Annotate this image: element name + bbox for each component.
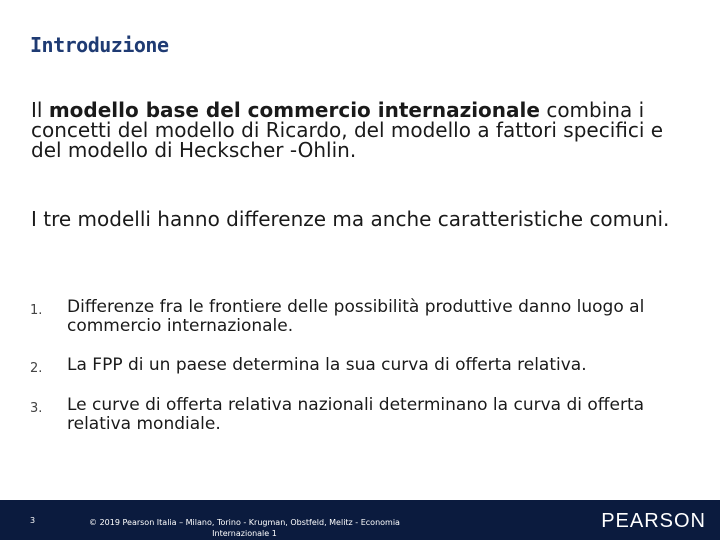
list-item bbox=[30, 356, 690, 376]
intro-prefix: Il bbox=[31, 98, 49, 122]
intro-paragraph bbox=[31, 100, 681, 160]
numbered-list bbox=[30, 298, 690, 454]
list-item-number: 1. bbox=[30, 303, 43, 318]
slide-title: Introduzione bbox=[30, 33, 169, 57]
pearson-logo: PEARSON bbox=[601, 510, 706, 532]
second-paragraph: I tre modelli hanno differenze ma anche caratteristiche comuni. bbox=[31, 207, 670, 231]
list-item bbox=[30, 298, 690, 336]
list-item-text: Le curve di offerta relativa nazionali determinano la curva di offerta relativa mondiale. bbox=[67, 395, 645, 434]
footer-bar bbox=[0, 500, 720, 540]
copyright-notice: © 2019 Pearson Italia – Milano, Torino - Krugman, Obstfeld, Melitz - Economia Internazionale 1 bbox=[89, 518, 400, 538]
list-item-text: Differenze fra le frontiere delle possibilità produttive danno luogo al commercio internazionale. bbox=[67, 297, 645, 336]
page-number: 3 bbox=[30, 516, 36, 525]
list-item-text: La FPP di un paese determina la sua curva di offerta relativa. bbox=[67, 355, 587, 375]
list-item-number: 2. bbox=[30, 361, 43, 376]
intro-suffix: combina i concetti del modello di Ricardo, del modello a fattori specifici e del modello di Heckscher -Ohlin. bbox=[31, 98, 664, 162]
intro-bold-term: modello base del commercio internazionale bbox=[48, 98, 540, 122]
list-item bbox=[30, 396, 690, 434]
list-item-number: 3. bbox=[30, 401, 43, 416]
